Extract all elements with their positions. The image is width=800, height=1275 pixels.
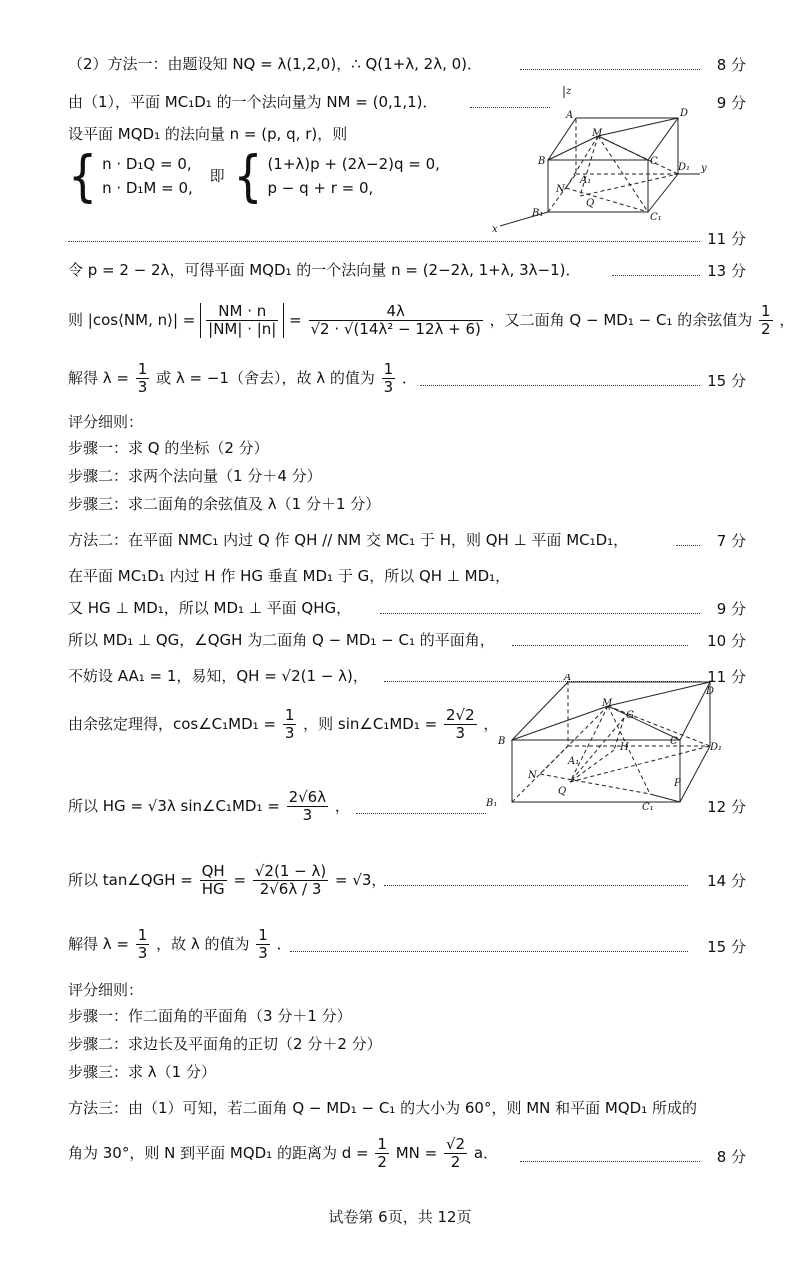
text-segment: 角为 30°，则 N 到平面 MQD₁ 的距离为 d =: [68, 1144, 369, 1162]
text-segment: 解得 λ =: [68, 369, 129, 387]
text-segment: 解得 λ =: [68, 935, 129, 953]
equals-sign: =: [289, 311, 302, 329]
fraction: [253, 863, 328, 898]
line-method2: 所以 MD₁ ⊥ QG，∠QGH 为二面角 Q − MD₁ − C₁ 的平面角，: [68, 631, 495, 649]
numerator: QH: [201, 862, 225, 880]
line-let-p: 令 p = 2 − 2λ，可得平面 MQD₁ 的一个法向量 n = (2−2λ, 1+λ, 3λ−1)．: [68, 261, 581, 279]
fraction: [136, 927, 150, 962]
text-segment: ．: [276, 935, 292, 953]
numerator: 4λ: [309, 303, 483, 321]
figure-label: C₁: [642, 802, 654, 813]
figure-label: x: [492, 224, 498, 234]
text-segment: MN =: [395, 1144, 438, 1162]
line-method1-intro: （2）方法一：由题设知 NQ = λ(1,2,0)，∴ Q(1+λ, 2λ, 0)．: [68, 55, 483, 73]
figure-label: A: [566, 110, 574, 121]
figure-label: Q: [586, 198, 595, 209]
leader-dots: [676, 544, 700, 546]
text-segment: ．: [401, 369, 417, 387]
line-hg-length: [68, 782, 748, 830]
figure-label: D₁: [710, 742, 723, 753]
numerator: 1: [284, 706, 295, 724]
scoring-step: 步骤三：求 λ（1 分）: [68, 1063, 216, 1081]
figure-label: H: [620, 742, 629, 753]
figure-label: M: [592, 128, 603, 139]
system-left-eq2: n · D₁M = 0,: [102, 179, 193, 197]
fraction: [283, 707, 297, 742]
leader-dots: [420, 384, 700, 386]
text-segment: 所以 tan∠QGH =: [68, 871, 193, 889]
line-tangent: [68, 846, 748, 914]
score-label: 11 分: [707, 230, 746, 248]
text-segment: a．: [473, 1144, 499, 1162]
score-label: 9 分: [716, 94, 746, 112]
fraction: [444, 707, 477, 742]
figure-label: A₁: [568, 756, 580, 767]
leader-dots: [356, 812, 486, 814]
denominator: 2√6λ / 3: [259, 880, 322, 898]
score-label: 14 分: [707, 872, 746, 890]
scoring-rules-title: 评分细则：: [68, 413, 144, 431]
figure-label: C: [670, 736, 678, 747]
figure-label: G: [626, 710, 634, 721]
line-cosine-formula: [68, 296, 795, 344]
fraction: [256, 927, 270, 962]
denominator: 2: [377, 1153, 387, 1171]
score-label: 11 分: [707, 668, 746, 686]
score-label: 15 分: [707, 938, 746, 956]
figure-label: y: [701, 163, 707, 174]
denominator: 3: [137, 944, 148, 962]
text-segment: ，又二面角 Q − MD₁ − C₁ 的余弦值为: [489, 311, 753, 329]
equals-sign: =: [233, 871, 247, 889]
figure-label: C: [650, 156, 658, 167]
numerator: 1: [258, 926, 268, 944]
denominator: √2 · √(14λ² − 12λ + 6): [310, 320, 481, 338]
figure-label: D: [706, 686, 715, 697]
denominator: 3: [455, 724, 466, 742]
numerator: 1: [760, 302, 771, 320]
line-normal-vector-nm: 由（1），平面 MC₁D₁ 的一个法向量为 NM = (0,1,1)．: [68, 93, 438, 111]
fraction: [309, 303, 483, 338]
figure-label: A₁: [580, 175, 592, 186]
denominator: HG: [201, 880, 225, 898]
line-set-normal-vector: 设平面 MQD₁ 的法向量 n = (p, q, r)，则: [68, 125, 348, 143]
scoring-step: 步骤二：求边长及平面角的正切（2 分＋2 分）: [68, 1035, 382, 1053]
figure-label: C₁: [650, 212, 662, 223]
figure-label: D: [680, 108, 689, 119]
figure-cuboid-1: [488, 84, 708, 234]
figure-label: B: [538, 156, 546, 167]
line-method2: 不妨设 AA₁ = 1，易知，QH = √2(1 − λ)，: [68, 667, 368, 685]
figure-label: A: [564, 674, 572, 683]
denominator: 2: [450, 1153, 461, 1171]
leader-dots: [520, 68, 700, 70]
numerator: √2(1 − λ): [254, 862, 327, 880]
line-method2: 又 HG ⊥ MD₁，所以 MD₁ ⊥ 平面 QHG，: [68, 599, 352, 617]
system-right: [267, 152, 440, 200]
figure-label: M: [602, 698, 613, 709]
system-connector: 即: [209, 167, 225, 185]
line-method3-intro: 方法三：由（1）可知，若二面角 Q − MD₁ − C₁ 的大小为 60°，则 MN 和平面 MQD₁ 所成的: [68, 1099, 697, 1117]
numerator: 1: [383, 360, 394, 378]
text-segment: ，故 λ 的值为: [156, 935, 250, 953]
scoring-rules-title: 评分细则：: [68, 981, 144, 999]
brace: {: [233, 143, 263, 209]
brace: {: [68, 143, 98, 209]
fraction: [759, 303, 773, 338]
scoring-step: 步骤一：作二面角的平面角（3 分＋1 分）: [68, 1007, 352, 1025]
line-solve-lambda: [68, 356, 748, 400]
line-solve-lambda-2: [68, 922, 748, 966]
system-left-eq1: n · D₁Q = 0,: [102, 155, 192, 173]
page-footer: 试卷第 6页，共 12页: [328, 1208, 472, 1226]
figure-label: z: [566, 86, 572, 97]
denominator: 2: [760, 320, 771, 338]
fraction: [444, 1136, 467, 1171]
score-label: 13 分: [707, 262, 746, 280]
line-method2-intro: 方法二：在平面 NMC₁ 内过 Q 作 QH // NM 交 MC₁ 于 H，则 QH ⊥ 平面 MC₁D₁，: [68, 531, 629, 549]
system-right-eq2: p − q + r = 0,: [267, 179, 374, 197]
leader-dots: [290, 950, 688, 952]
text-segment: ，: [483, 715, 499, 733]
abs-fraction: [200, 303, 284, 338]
numerator: √2: [445, 1135, 466, 1153]
leader-dots: [612, 274, 700, 276]
figure-label: N: [528, 770, 537, 781]
denominator: 3: [284, 724, 295, 742]
denominator: 3: [137, 378, 148, 396]
line-method2: 在平面 MC₁D₁ 内过 H 作 HG 垂直 MD₁ 于 G，所以 QH ⊥ MD₁，: [68, 567, 511, 585]
leader-dots: [380, 612, 700, 614]
figure-label: B: [498, 736, 506, 747]
leader-dots: [520, 1160, 700, 1162]
text-segment: 或 λ = −1（舍去），故 λ 的值为: [156, 369, 375, 387]
leader-dots: [512, 644, 688, 646]
score-label: 8 分: [716, 1148, 746, 1166]
fraction: [136, 361, 150, 396]
fraction: [375, 1136, 389, 1171]
leader-dots: [68, 240, 700, 242]
score-label: 7 分: [716, 532, 746, 550]
text-segment: 所以 HG = √3λ sin∠C₁MD₁ =: [68, 797, 280, 815]
text-segment: = √3，: [334, 871, 387, 889]
figure-label: B₁: [532, 208, 544, 219]
numerator: 2√2: [445, 706, 475, 724]
leader-dots: [384, 884, 688, 886]
denominator: 3: [302, 806, 313, 824]
system-left: [102, 152, 193, 200]
numerator: 2√6λ: [288, 788, 327, 806]
score-label: 8 分: [716, 56, 746, 74]
scoring-step: 步骤三：求二面角的余弦值及 λ（1 分＋1 分）: [68, 495, 381, 513]
fraction: [206, 303, 278, 338]
text-segment: 由余弦定理得，cos∠C₁MD₁ =: [68, 715, 277, 733]
score-label: 15 分: [707, 372, 746, 390]
text-segment: 则 |cos⟨NM, n⟩| =: [68, 311, 196, 329]
numerator: 1: [137, 360, 148, 378]
comma: ，: [779, 311, 795, 329]
numerator: 1: [137, 926, 148, 944]
fraction: [200, 863, 227, 898]
denominator: 3: [383, 378, 394, 396]
score-label: 10 分: [707, 632, 746, 650]
score-label: 9 分: [716, 600, 746, 618]
numerator: NM · n: [206, 303, 278, 321]
text-segment: ，: [334, 797, 350, 815]
system-right-eq1: (1+λ)p + (2λ−2)q = 0,: [267, 155, 440, 173]
line-distance: [68, 1130, 748, 1176]
scoring-step: 步骤一：求 Q 的坐标（2 分）: [68, 439, 269, 457]
text-segment: ，则 sin∠C₁MD₁ =: [303, 715, 438, 733]
denominator: 3: [258, 944, 268, 962]
figure-label: P: [674, 778, 681, 789]
fraction: [287, 789, 329, 824]
scoring-step: 步骤二：求两个法向量（1 分＋4 分）: [68, 467, 322, 485]
fraction: [382, 361, 396, 396]
numerator: 1: [377, 1135, 387, 1153]
figure-label: B₁: [486, 798, 498, 809]
figure-label: Q: [558, 786, 567, 797]
denominator: |NM| · |n|: [208, 320, 277, 338]
figure-label: N: [556, 184, 565, 195]
score-label: 12 分: [707, 798, 746, 816]
figure-label: D₁: [678, 162, 691, 173]
